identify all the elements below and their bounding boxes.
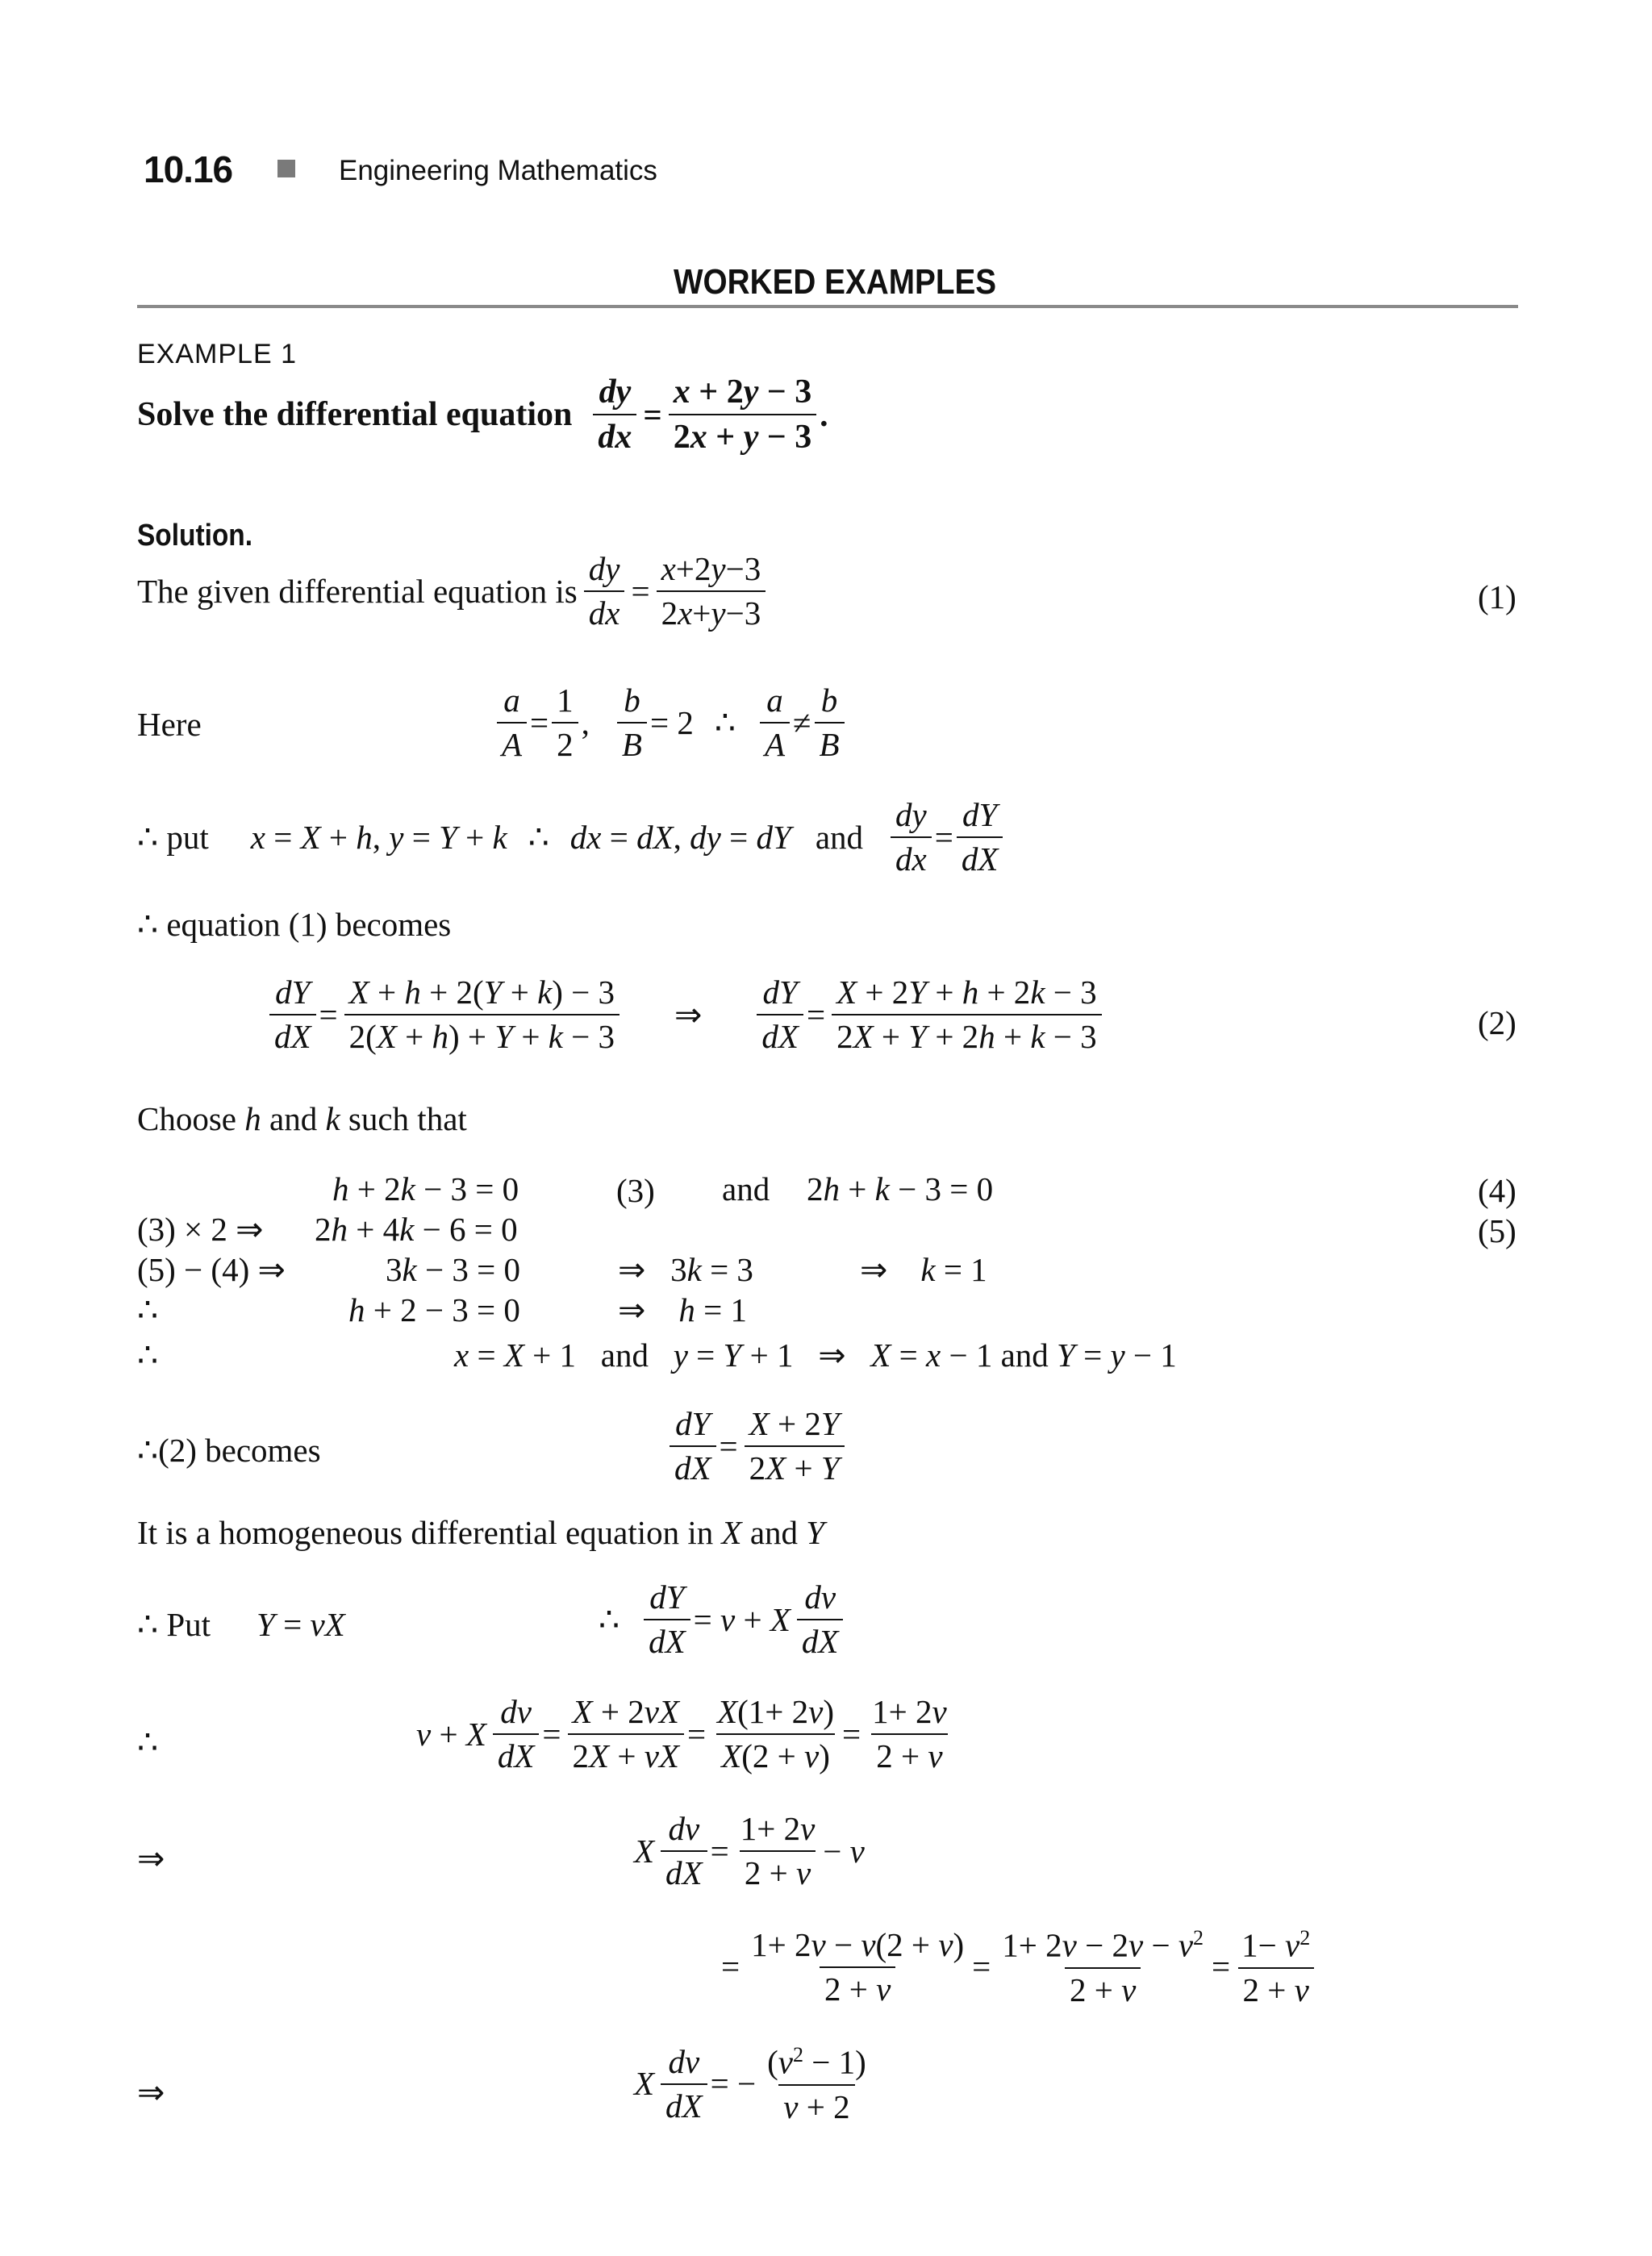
problem-statement: Solve the differential equation $\frac{dy}{dx}$ = $\frac{x + 2y - 3}{2x + y - 3}$ . xyxy=(137,373,828,456)
h-value: ⇒ h = 1 xyxy=(618,1291,747,1328)
eq-label-2: (2) xyxy=(1478,1004,1516,1041)
step-label-2: (5) − (4) ⇒ xyxy=(137,1251,286,1288)
xy-substitution: x = X + 1 and y = Y + 1 ⇒ X = x − 1 and Y = y − 1 xyxy=(454,1337,1177,1374)
solution-heading: Solution. xyxy=(137,519,253,553)
book-title: Engineering Mathematics xyxy=(339,155,657,186)
k-value: ⇒ k = 1 xyxy=(860,1251,987,1288)
given-equation-line: The given differential equation is $\frac{dy}{dx}$ = $\frac{x+2y-3}{2x+y-3}$ xyxy=(137,553,769,630)
problem-text: Solve the differential equation xyxy=(137,396,573,433)
and-word: and xyxy=(815,818,864,856)
page-number: 10.16 xyxy=(144,148,233,190)
eq-label-5: (5) xyxy=(1478,1212,1516,1249)
eq-label-1: (1) xyxy=(1478,578,1516,615)
therefore-3: ∴ xyxy=(137,1724,159,1761)
x-dv-equation: X $\frac{dv}{dX}$ = $\frac{1+ 2v}{2 + v}$ − v xyxy=(634,1810,865,1891)
and-word-3: and xyxy=(600,1337,649,1374)
y-vx: Y = vX xyxy=(257,1606,345,1643)
substitution-line: ∴ put x = X + h, y = Y + k ∴ dx = dX, dy = dY and $\frac{dy}{dx}$ = $\frac{dY}{dX}$ xyxy=(137,799,1006,876)
k-eq-line: 3k − 3 = 0 xyxy=(386,1251,520,1288)
choose-such-that: such that xyxy=(348,1100,467,1137)
v-equation: v + X $\frac{dv}{dX}$ = $\frac{X + 2vX}{2X + vX}$ = $\frac{X(1+ 2v)}{X(2 + v)}$ = $\frac{1+ 2v}{2 + v}$ xyxy=(416,1693,947,1774)
homogeneous-and: and xyxy=(749,1514,799,1551)
reduced-equation: $\frac{dY}{dX}$ = $\frac{X + 2Y}{2X + Y}$ xyxy=(666,1407,848,1485)
given-text: The given differential equation is xyxy=(137,572,578,610)
problem-lhs-fraction: $\frac{dy}{dx}$ xyxy=(593,375,636,454)
eq4-expression: 2h + k − 3 = 0 xyxy=(807,1170,994,1207)
eq3-expression: h + 2k − 3 = 0 xyxy=(332,1170,519,1207)
final-equation: X $\frac{dv}{dX}$ = − $\frac{(v^2 - 1)}{v + 2}$ xyxy=(634,2042,866,2125)
h-eq-line: h + 2 − 3 = 0 xyxy=(348,1291,520,1328)
put-text: ∴ put xyxy=(137,818,209,856)
eq-label-3: (3) xyxy=(616,1172,655,1209)
given-rhs-fraction: $\frac{x+2y-3}{2x+y-3}$ xyxy=(657,553,766,630)
choose-line: Choose h and k such that xyxy=(137,1100,467,1137)
eq5-expression: 2h + 4k − 6 = 0 xyxy=(315,1211,518,1248)
homogeneous-line: It is a homogeneous differential equation in X and Y xyxy=(137,1514,825,1551)
here-label: Here xyxy=(137,706,202,743)
dy-dx-substitution: ∴ $\frac{dY}{dX}$ = v + X $\frac{dv}{dX}$ xyxy=(599,1581,846,1658)
homogeneous-text: It is a homogeneous differential equation in xyxy=(137,1514,714,1551)
eq1-becomes-text: ∴ equation (1) becomes xyxy=(137,906,452,943)
example-label: EXAMPLE 1 xyxy=(137,339,297,369)
header-square-icon xyxy=(277,160,295,177)
section-rule xyxy=(137,305,1518,308)
section-heading: WORKED EXAMPLES xyxy=(674,262,997,302)
put-y-text: ∴ Put xyxy=(137,1606,211,1643)
equation-2-line: $\frac{dY}{dX}$ = $\frac{X + h + 2(Y + k) - 3}{2(X + h) + Y + k - 3}$ ⇒ $\frac{dY}{dX}$ = $\frac{X + 2Y + h + 2k - 3}{2X + Y + 2h + k - 3}$ xyxy=(266,976,1105,1053)
simplification-line: = $\frac{1+ 2v - v(2 + v)}{2 + v}$ = $\frac{1+ 2v - 2v - v^2}{2 + v}$ = $\frac{1- v^2}{2 + v}$ xyxy=(721,1928,1318,2007)
therefore-1: ∴ xyxy=(137,1291,159,1328)
and-word-4: and xyxy=(1000,1337,1049,1374)
problem-rhs-fraction: $\frac{x + 2y - 3}{2x + y - 3}$ xyxy=(669,375,817,454)
ratio-line: $\frac{a}{A}$ = $\frac{1}{2}$ , $\frac{b}{B}$ = 2 ∴ $\frac{a}{A}$ ≠ $\frac{b}{B}$ xyxy=(494,684,848,761)
k-eq-result: ⇒ 3k = 3 xyxy=(618,1251,753,1288)
step-label-1: (3) × 2 ⇒ xyxy=(137,1211,264,1248)
given-lhs-fraction: $\frac{dy}{dx}$ xyxy=(584,553,625,630)
choose-text: Choose xyxy=(137,1100,236,1137)
choose-and: and xyxy=(269,1100,318,1137)
implies-2: ⇒ xyxy=(137,2074,165,2111)
eq2-becomes-text: ∴(2) becomes xyxy=(137,1432,321,1469)
eq-label-4: (4) xyxy=(1478,1172,1516,1209)
implies-1: ⇒ xyxy=(137,1840,165,1877)
and-word-2: and xyxy=(722,1170,770,1207)
therefore-2: ∴ xyxy=(137,1337,159,1374)
